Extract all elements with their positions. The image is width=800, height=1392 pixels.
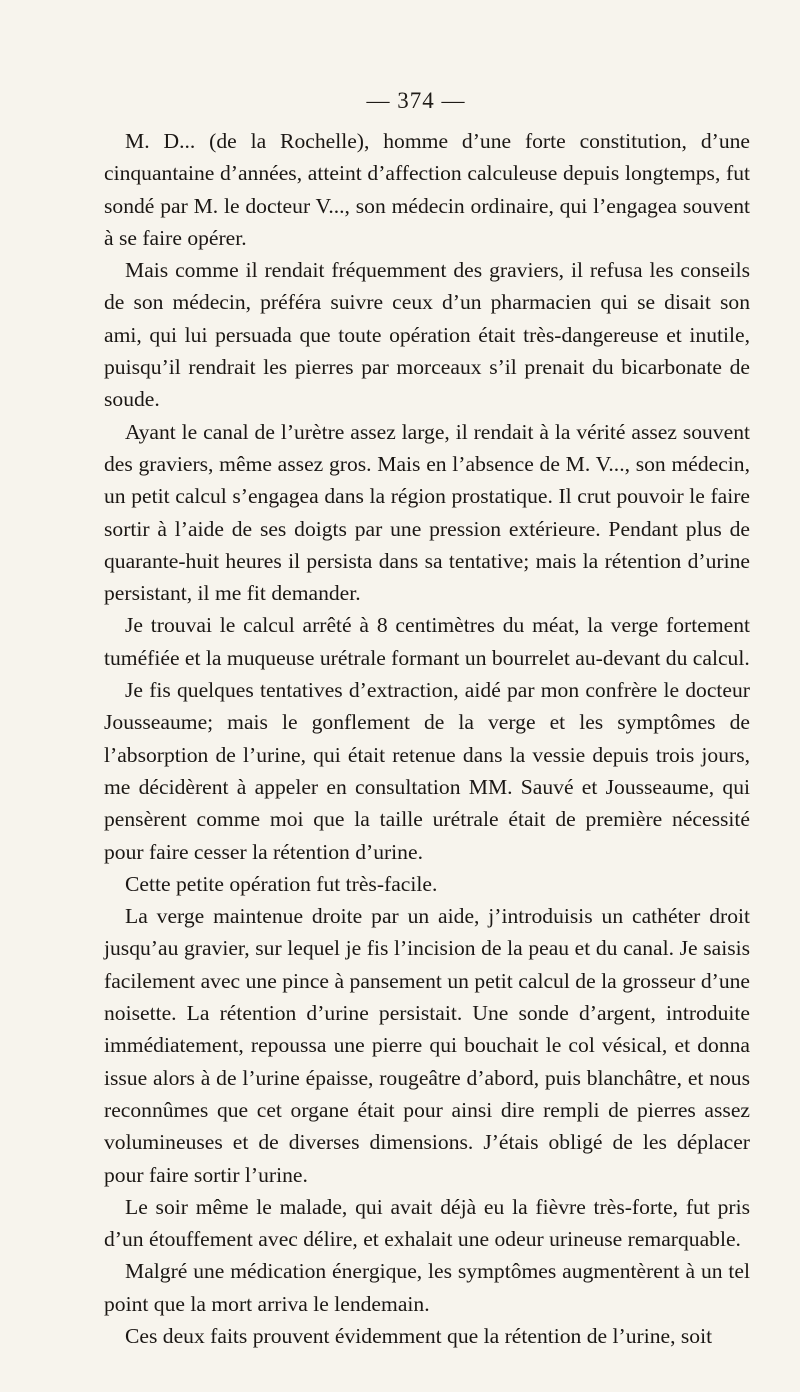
page-number: — 374 — [366, 88, 466, 113]
paragraph-3: Ayant le canal de l’urètre assez large, il rendait à la vérité assez souvent des graviers, même assez gros. Mais en l’absence de M. V..., son médecin, un petit calcul s’engagea dans la région prostatique. Il crut pouvoir le faire sortir à l’aide de ses doigts par une pression extérieure. Pendant plus de quarante-huit heures il persista dans sa tentative; mais la rétention d’urine persistant, il me fit demander. [104, 419, 750, 606]
paragraph-9: Malgré une médication énergique, les symptômes augmentèrent à un tel point que la mort arriva le lendemain. [104, 1259, 750, 1316]
paragraph-10: Ces deux faits prouvent évidemment que la rétention de l’urine, soit [125, 1323, 713, 1348]
paragraph-7: La verge maintenue droite par un aide, j’introduisis un cathéter droit jusqu’au gravier, sur lequel je fis l’incision de la peau et du canal. Je saisis facilement avec une pince à pansement un petit calcul de la grosseur d’une noisette. La rétention d’urine persistait. Une sonde d’argent, introduite immédiatement, repoussa une pierre qui bouchait le col vésical, et donna issue alors à de l’urine épaisse, rougeâtre d’abord, puis blanchâtre, et nous reconnûmes que cet organe était pour ainsi dire rempli de pierres assez volumineuses et de diverses dimensions. J’étais obligé de les déplacer pour faire sortir l’urine. [104, 904, 750, 1187]
paragraph-2: Mais comme il rendait fréquemment des graviers, il refusa les conseils de son médecin, préféra suivre ceux d’un pharmacien qui se disait son ami, qui lui persuada que toute opération était très-dangereuse et inutile, puisqu’il rendrait les pierres par morceaux s’il prenait du bicarbonate de soude. [104, 258, 750, 412]
body-text [104, 125, 750, 1352]
paragraph-5: Je fis quelques tentatives d’extraction, aidé par mon confrère le docteur Jousseaume; mais le gonflement de la verge et les symptômes de l’absorption de l’urine, qui était retenue dans la vessie depuis trois jours, me décidèrent à appeler en consultation MM. Sauvé et Jousseaume, qui pensèrent comme moi que la taille urétrale était de première nécessité pour faire cesser la rétention d’urine. [104, 678, 750, 864]
paragraph-6: Cette petite opération fut très-facile. [125, 871, 438, 896]
paragraph-4: Je trouvai le calcul arrêté à 8 centimètres du méat, la verge fortement tuméfiée et la muqueuse urétrale formant un bourrelet au-devant du calcul. [104, 613, 750, 670]
paragraph-1: M. D... (de la Rochelle), homme d’une forte constitution, d’une cinquantaine d’années, atteint d’affection calculeuse depuis longtemps, fut sondé par M. le docteur V..., son médecin ordinaire, qui l’engagea souvent à se faire opérer. [104, 129, 750, 250]
paragraph-8: Le soir même le malade, qui avait déjà eu la fièvre très-forte, fut pris d’un étouffement avec délire, et exhalait une odeur urineuse remarquable. [104, 1194, 750, 1252]
